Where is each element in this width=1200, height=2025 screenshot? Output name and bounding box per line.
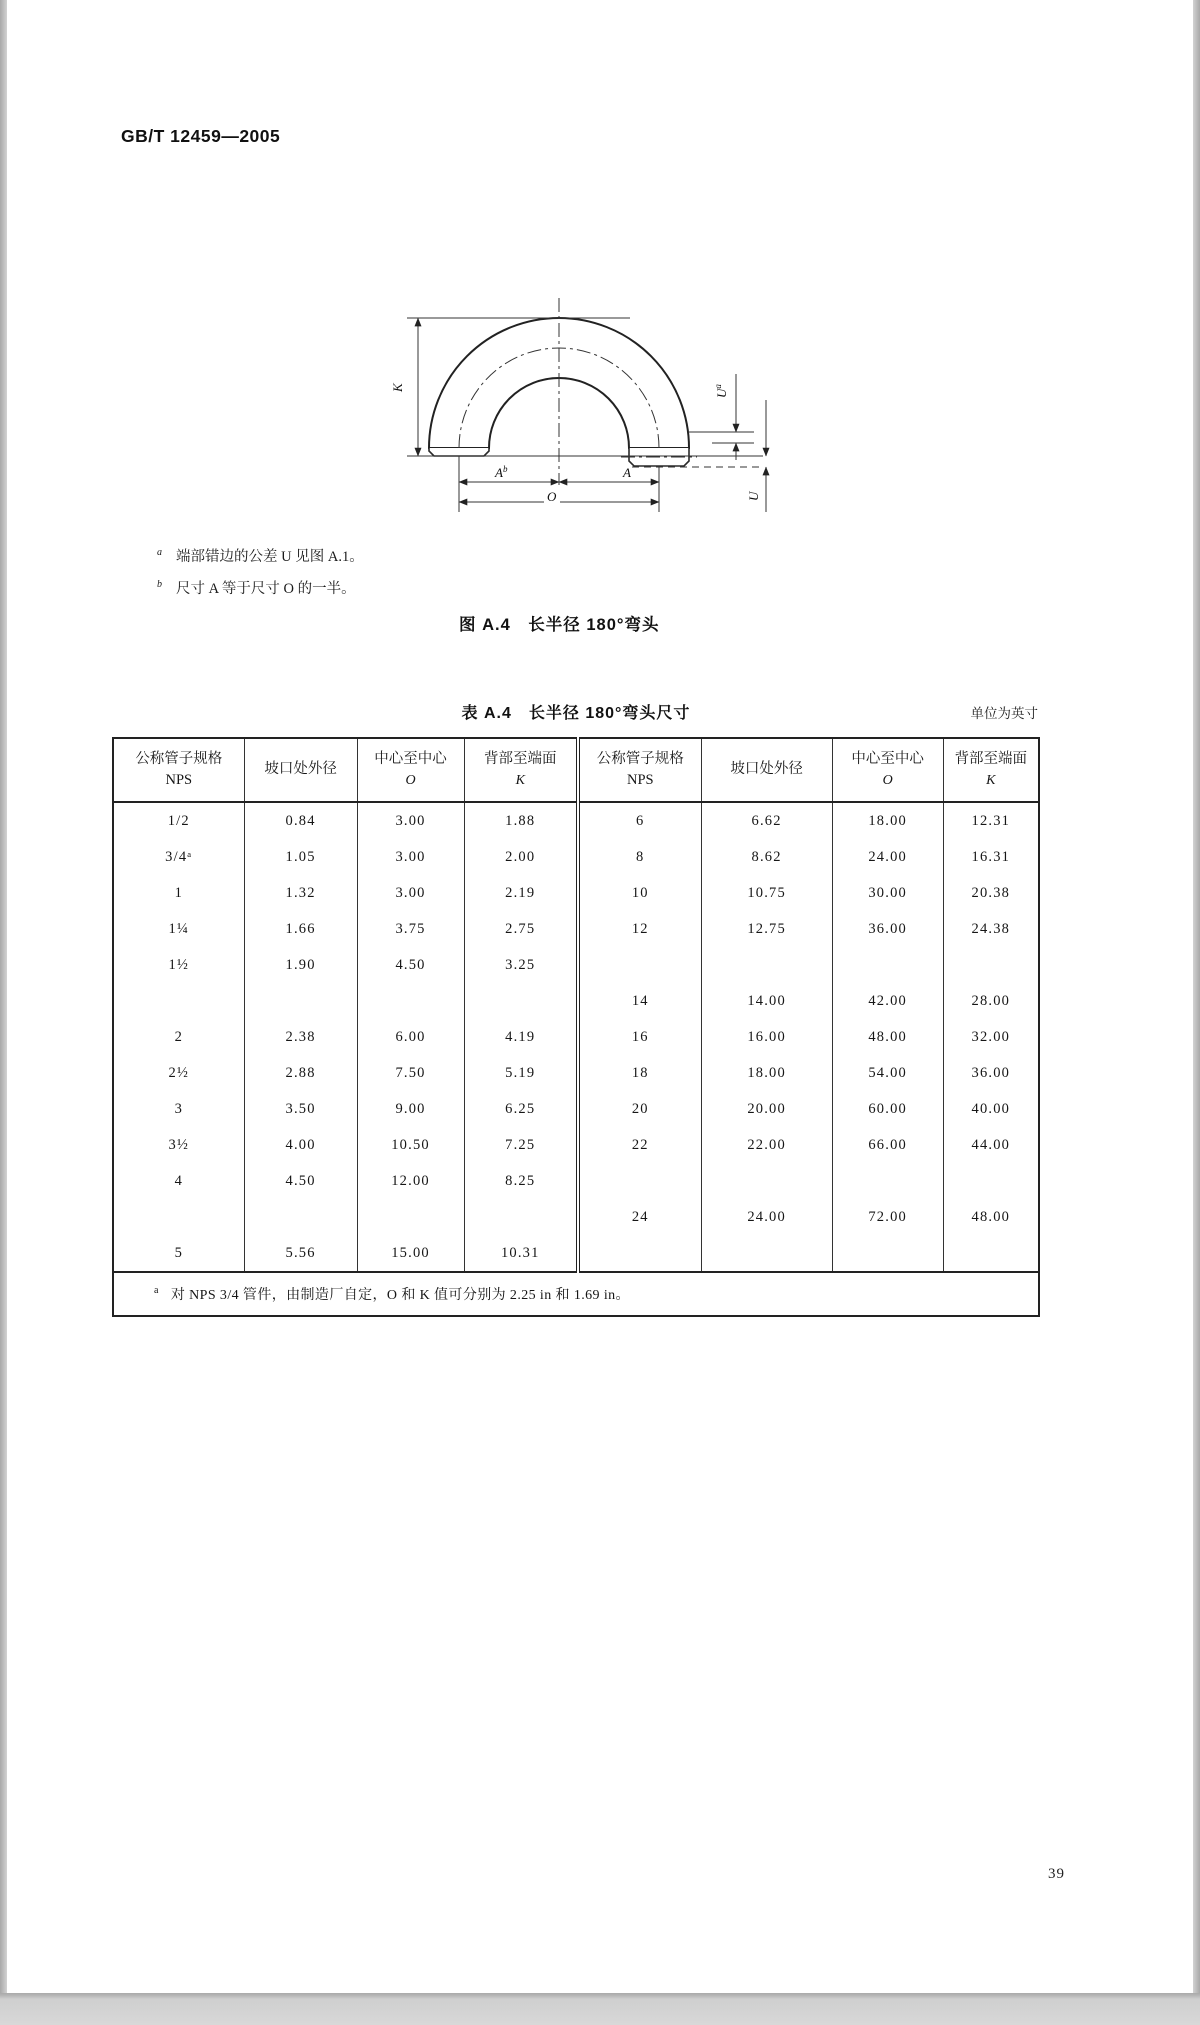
table-cell: 40.00 xyxy=(943,1091,1039,1127)
table-cell: 8 xyxy=(578,839,701,875)
table-row xyxy=(113,1199,1039,1235)
table-cell: 20 xyxy=(578,1091,701,1127)
note-a-text: 端部错边的公差 U 见图 A.1。 xyxy=(176,549,364,565)
table-cell: 1.90 xyxy=(244,947,357,983)
table-cell xyxy=(832,947,943,983)
table-cell: 16 xyxy=(578,1019,701,1055)
table-cell xyxy=(244,983,357,1019)
table-header xyxy=(113,738,1039,802)
table-row xyxy=(113,1055,1039,1091)
table-cell: 12.75 xyxy=(701,911,832,947)
note-b-text: 尺寸 A 等于尺寸 O 的一半。 xyxy=(176,581,356,597)
table-cell: 3.00 xyxy=(357,875,464,911)
header-center-right: 中心至中心 O xyxy=(832,738,943,802)
note-a-marker: a xyxy=(157,547,162,559)
table-cell: 3.00 xyxy=(357,802,464,839)
table-cell: 18.00 xyxy=(701,1055,832,1091)
table-cell xyxy=(832,1163,943,1199)
table-cell: 66.00 xyxy=(832,1127,943,1163)
table-caption-row xyxy=(112,700,1040,722)
table-cell: 3.25 xyxy=(464,947,578,983)
elbow-diagram xyxy=(330,270,810,550)
table-cell: 2.75 xyxy=(464,911,578,947)
document-page xyxy=(7,0,1193,1993)
figure-caption: 图 A.4 长半径 180°弯头 xyxy=(459,616,660,634)
table-row xyxy=(113,983,1039,1019)
header-od-left: 坡口处外径 xyxy=(244,738,357,802)
table-cell xyxy=(244,1199,357,1235)
table-cell: 44.00 xyxy=(943,1127,1039,1163)
table-cell: 24 xyxy=(578,1199,701,1235)
figure-note-a xyxy=(157,545,364,566)
table-cell xyxy=(578,1235,701,1272)
table-cell: 1.32 xyxy=(244,875,357,911)
table-row xyxy=(113,802,1039,839)
table-cell: 12 xyxy=(578,911,701,947)
table-cell xyxy=(943,1163,1039,1199)
table-cell: 18.00 xyxy=(832,802,943,839)
dimension-label-o: O xyxy=(547,489,557,504)
table-row xyxy=(113,1163,1039,1199)
table-cell: 1.88 xyxy=(464,802,578,839)
table-cell xyxy=(943,1235,1039,1272)
table-cell xyxy=(943,947,1039,983)
table-cell: 0.84 xyxy=(244,802,357,839)
elbow-diagram-figure xyxy=(330,270,810,550)
table-cell: 3.50 xyxy=(244,1091,357,1127)
table-cell: 10 xyxy=(578,875,701,911)
table-cell xyxy=(701,947,832,983)
table-cell: 36.00 xyxy=(943,1055,1039,1091)
table-cell: 8.62 xyxy=(701,839,832,875)
header-od-right: 坡口处外径 xyxy=(701,738,832,802)
table-cell: 3½ xyxy=(113,1127,244,1163)
table-cell xyxy=(701,1163,832,1199)
table-cell: 2½ xyxy=(113,1055,244,1091)
table-unit-note: 单位为英寸 xyxy=(970,706,1038,721)
table-cell: 72.00 xyxy=(832,1199,943,1235)
table-cell: 3.75 xyxy=(357,911,464,947)
note-b-marker: b xyxy=(157,579,162,591)
table-cell: 2.19 xyxy=(464,875,578,911)
table-cell: 24.00 xyxy=(701,1199,832,1235)
table-cell: 18 xyxy=(578,1055,701,1091)
table-cell xyxy=(464,1199,578,1235)
table-cell: 1/2 xyxy=(113,802,244,839)
header-back-right: 背部至端面 K xyxy=(943,738,1039,802)
table-cell: 28.00 xyxy=(943,983,1039,1019)
table-cell: 3.00 xyxy=(357,839,464,875)
table-row xyxy=(113,839,1039,875)
table-cell: 16.00 xyxy=(701,1019,832,1055)
table-row xyxy=(113,911,1039,947)
table-row xyxy=(113,1019,1039,1055)
table-cell: 1.05 xyxy=(244,839,357,875)
table-row xyxy=(113,1091,1039,1127)
table-cell: 14.00 xyxy=(701,983,832,1019)
table-cell: 22 xyxy=(578,1127,701,1163)
table-cell: 22.00 xyxy=(701,1127,832,1163)
table-cell: 2.88 xyxy=(244,1055,357,1091)
table-cell: 6.62 xyxy=(701,802,832,839)
header-back-left: 背部至端面 K xyxy=(464,738,578,802)
table-cell: 10.31 xyxy=(464,1235,578,1272)
dimension-label-u-bottom: U xyxy=(746,491,761,501)
header-nps-right: 公称管子规格 NPS xyxy=(578,738,701,802)
table-cell: 4.00 xyxy=(244,1127,357,1163)
figure-notes xyxy=(157,545,364,609)
table-cell: 6 xyxy=(578,802,701,839)
table-cell: 2 xyxy=(113,1019,244,1055)
table-cell: 7.25 xyxy=(464,1127,578,1163)
dimension-label-a-right: A xyxy=(623,465,631,480)
table-cell: 10.75 xyxy=(701,875,832,911)
table-cell: 5.19 xyxy=(464,1055,578,1091)
header-nps-left: 公称管子规格 NPS xyxy=(113,738,244,802)
table-footnote xyxy=(113,1272,1039,1316)
table-cell xyxy=(113,983,244,1019)
table-body xyxy=(113,802,1039,1272)
table-cell: 16.31 xyxy=(943,839,1039,875)
table-cell: 15.00 xyxy=(357,1235,464,1272)
table-cell: 9.00 xyxy=(357,1091,464,1127)
table-cell: 4.50 xyxy=(357,947,464,983)
table-cell: 6.25 xyxy=(464,1091,578,1127)
table-cell: 12.31 xyxy=(943,802,1039,839)
table-row xyxy=(113,875,1039,911)
table-cell: 1¼ xyxy=(113,911,244,947)
viewer-left-edge xyxy=(0,0,7,2025)
footnote-text: 对 NPS 3/4 管件，由制造厂自定，O 和 K 值可分别为 2.25 in 和 1.69 in。 xyxy=(170,1288,630,1303)
table-cell: 5 xyxy=(113,1235,244,1272)
table-cell: 2.00 xyxy=(464,839,578,875)
table-cell: 42.00 xyxy=(832,983,943,1019)
table-cell: 32.00 xyxy=(943,1019,1039,1055)
page-number: 39 xyxy=(1048,1866,1065,1882)
table-cell: 8.25 xyxy=(464,1163,578,1199)
table-cell: 10.50 xyxy=(357,1127,464,1163)
table-cell: 24.00 xyxy=(832,839,943,875)
table-cell xyxy=(464,983,578,1019)
dimensions-table xyxy=(112,737,1040,1317)
table-cell: 5.56 xyxy=(244,1235,357,1272)
table-cell xyxy=(701,1235,832,1272)
table-cell: 60.00 xyxy=(832,1091,943,1127)
table-cell: 4 xyxy=(113,1163,244,1199)
table-cell: 4.19 xyxy=(464,1019,578,1055)
table-cell xyxy=(578,947,701,983)
table-cell: 6.00 xyxy=(357,1019,464,1055)
footnote-marker: a xyxy=(154,1285,159,1297)
table-cell: 36.00 xyxy=(832,911,943,947)
viewer-right-edge xyxy=(1193,0,1200,2025)
dimension-label-k: K xyxy=(390,383,405,392)
table-cell xyxy=(113,1199,244,1235)
table-cell xyxy=(832,1235,943,1272)
table-row xyxy=(113,1235,1039,1272)
table-cell: 12.00 xyxy=(357,1163,464,1199)
table-cell: 30.00 xyxy=(832,875,943,911)
table-footer xyxy=(113,1272,1039,1316)
table-cell: 3 xyxy=(113,1091,244,1127)
table-cell xyxy=(357,983,464,1019)
table-cell: 48.00 xyxy=(832,1019,943,1055)
standard-code-header: GB/T 12459—2005 xyxy=(121,126,281,146)
table-cell xyxy=(357,1199,464,1235)
table-cell: 1 xyxy=(113,875,244,911)
table-caption: 表 A.4 长半径 180°弯头尺寸 xyxy=(461,705,691,722)
table-cell: 3/4ᵃ xyxy=(113,839,244,875)
table-cell: 48.00 xyxy=(943,1199,1039,1235)
table-cell: 1½ xyxy=(113,947,244,983)
table-cell: 24.38 xyxy=(943,911,1039,947)
table-cell xyxy=(578,1163,701,1199)
table-cell: 14 xyxy=(578,983,701,1019)
table-cell: 1.66 xyxy=(244,911,357,947)
table-cell: 54.00 xyxy=(832,1055,943,1091)
header-center-left: 中心至中心 O xyxy=(357,738,464,802)
left-pipe-end xyxy=(429,448,489,456)
dimension-label-u-top: $U^a$ xyxy=(713,384,729,398)
table-cell: 4.50 xyxy=(244,1163,357,1199)
table-cell: 20.00 xyxy=(701,1091,832,1127)
table-cell: 7.50 xyxy=(357,1055,464,1091)
table-cell: 2.38 xyxy=(244,1019,357,1055)
table-row xyxy=(113,947,1039,983)
figure-note-b xyxy=(157,577,364,598)
table-row xyxy=(113,1127,1039,1163)
table-cell: 20.38 xyxy=(943,875,1039,911)
viewer-bottom-bar xyxy=(0,1993,1200,2025)
dimension-label-a-left: $A^b$ xyxy=(495,464,508,480)
